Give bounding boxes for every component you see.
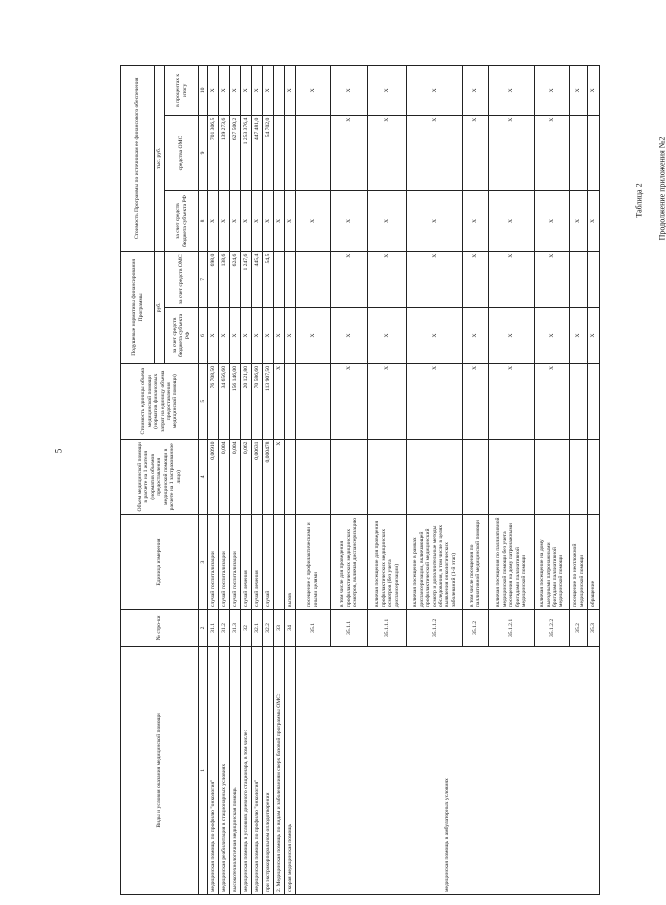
cell-c9: X — [488, 115, 534, 191]
col-group-per-capita — [121, 251, 155, 363]
col-number: 7 — [199, 251, 208, 307]
cell-c9: 701 306,5 — [208, 115, 219, 191]
cell-c3: случай госпитализации — [219, 515, 230, 610]
cell-c7: 624,6 — [230, 251, 241, 307]
cell-c4 — [367, 439, 406, 515]
table-row — [230, 66, 241, 895]
cell-c10: X — [330, 66, 367, 116]
cell-c7: X — [463, 251, 489, 307]
cell-c4 — [463, 439, 489, 515]
cell-c5: X — [330, 363, 367, 439]
cell-c5: 113 907,50 — [263, 363, 274, 439]
cell-c9: X — [407, 115, 463, 191]
col-number: 2 — [199, 610, 208, 647]
cell-c3: случай госпитализации — [208, 515, 219, 610]
cell-c3: вызов — [284, 515, 295, 610]
cell-c4: 0,062 — [241, 439, 252, 515]
cell-c10: X — [241, 66, 252, 116]
cell-c8: X — [219, 191, 230, 251]
cell-c9: X — [463, 115, 489, 191]
cell-c5: X — [274, 363, 285, 439]
cell-c3: случай госпитализации — [230, 515, 241, 610]
cell-c6: X — [208, 307, 219, 363]
cell-c2: 35.1.1.1 — [367, 610, 406, 647]
cell-c3: в том числе посещения по паллиативной медицинской помощи — [463, 515, 489, 610]
cell-c2: 35.1.2.2 — [535, 610, 570, 647]
cell-c10: X — [569, 66, 587, 116]
table-row — [241, 66, 252, 895]
cell-c9: X — [535, 115, 570, 191]
col-number: 9 — [199, 115, 208, 191]
cell-c8: X — [588, 191, 600, 251]
col-header-cost-oms: средства ОМС — [165, 115, 199, 191]
cell-c6: X — [295, 307, 330, 363]
table-row — [252, 66, 263, 895]
cell-c3: включая посещение для проведения профилактических медицинских осмотров (без учета диспансеризации) — [367, 515, 406, 610]
table-row — [219, 66, 230, 895]
cell-c9 — [569, 115, 587, 191]
cell-c6: X — [252, 307, 263, 363]
cell-c4: X — [274, 439, 285, 515]
per-capita-unit: руб. — [155, 251, 165, 363]
cell-c10: X — [295, 66, 330, 116]
cell-c9 — [295, 115, 330, 191]
cell-c5: X — [488, 363, 534, 439]
cell-c5 — [295, 363, 330, 439]
cell-c2: 34 — [284, 610, 295, 647]
cell-c5: 20 121,80 — [241, 363, 252, 439]
col-header-volume: Объем медицинской помощи в расчете на 1 жителя (норматив объемов предоставления медицинской помощи в расчете на 1 застрахованное лицо) — [121, 439, 199, 515]
cell-c4: 0,004 — [219, 439, 230, 515]
cell-c3: включая посещение в рамках диспансеризации, включающей профилактический медицинский осмотр и дополнительные методы обследования, в том числе в целях выявления онкологических заболеваний (1-й этап) — [407, 515, 463, 610]
cell-c9: X — [367, 115, 406, 191]
cell-c3: посещение с профилактическими и иными целями — [295, 515, 330, 610]
cell-c6: X — [367, 307, 406, 363]
cell-c2: 35.3 — [588, 610, 600, 647]
cell-c2: 32 — [241, 610, 252, 647]
cell-c6: X — [263, 307, 274, 363]
cell-c10: X — [230, 66, 241, 116]
cell-c2: 35.2 — [569, 610, 587, 647]
cell-c5 — [588, 363, 600, 439]
cell-c4: 0,00910 — [208, 439, 219, 515]
col-header-norm-oms: за счет средств ОМС — [165, 251, 199, 307]
cell-c2: 32.2 — [263, 610, 274, 647]
cell-c8: X — [367, 191, 406, 251]
col-header-norm-budget: за счет средств бюджета субъекта РФ — [165, 307, 199, 363]
cell-c10: X — [367, 66, 406, 116]
cell-c4: 0,004 — [230, 439, 241, 515]
cell-c2: 31.2 — [219, 610, 230, 647]
cell-c9 — [274, 115, 285, 191]
cell-kind: при экстракорпоральном оплодотворении — [263, 646, 274, 894]
cell-c10: X — [263, 66, 274, 116]
cell-c6: X — [230, 307, 241, 363]
col-number: 3 — [199, 515, 208, 610]
col-header-percent: в процентах к итогу — [165, 66, 199, 116]
cell-c2: 32.1 — [252, 610, 263, 647]
col-number: 1 — [199, 646, 208, 894]
cell-c8: X — [284, 191, 295, 251]
cell-c3: случай — [263, 515, 274, 610]
cell-c6: X — [535, 307, 570, 363]
cell-c4 — [535, 439, 570, 515]
cell-c9: 1 253 376,4 — [241, 115, 252, 191]
cell-c5: 76 708,50 — [208, 363, 219, 439]
cell-c9: 447 481,0 — [252, 115, 263, 191]
cell-c9: 139 273,6 — [219, 115, 230, 191]
col-group-program-cost — [121, 66, 155, 252]
cell-kind: скорая медицинская помощь — [284, 646, 295, 894]
cell-c2: 35.1.2 — [463, 610, 489, 647]
cell-c6: X — [569, 307, 587, 363]
cell-c8: X — [535, 191, 570, 251]
cell-c6: X — [488, 307, 534, 363]
cell-c10: X — [284, 66, 295, 116]
table-row — [208, 66, 219, 895]
cell-c7: X — [367, 251, 406, 307]
col-number: 6 — [199, 307, 208, 363]
cell-c3: включая посещения по паллиативной медицинской помощи без учета посещения на дому патронажными бригадами паллиативной медицинской помощи — [488, 515, 534, 610]
col-number: 4 — [199, 439, 208, 515]
cell-c7: X — [330, 251, 367, 307]
cell-c6: X — [588, 307, 600, 363]
col-header-unit: Единица измерения — [121, 515, 199, 610]
cell-c10: X — [208, 66, 219, 116]
cell-c8: X — [569, 191, 587, 251]
cell-c3: обращение — [588, 515, 600, 610]
cell-c7: X — [407, 251, 463, 307]
col-header-row-number: № стро-ки — [121, 610, 199, 647]
cell-c3: включая посещение на дому выездными патронажными бригадами паллиативной медицинской помощи — [535, 515, 570, 610]
cell-c10: X — [535, 66, 570, 116]
cell-c5 — [569, 363, 587, 439]
cell-c2: 31.3 — [230, 610, 241, 647]
cell-kind: медицинская реабилитация в стационарных условиях — [219, 646, 230, 894]
cell-c10: X — [488, 66, 534, 116]
cell-c9: 54 702,0 — [263, 115, 274, 191]
cell-c3: случай лечения — [252, 515, 263, 610]
cell-c8: X — [263, 191, 274, 251]
per-capita-title: Подушевые нормативы финансирования Программы — [131, 258, 144, 356]
cell-c3: посещение по неотложной медицинской помощи — [569, 515, 587, 610]
cell-c8: X — [252, 191, 263, 251]
cell-c4 — [569, 439, 587, 515]
cell-c7: X — [535, 251, 570, 307]
cell-c7: 445,4 — [252, 251, 263, 307]
cell-c8: X — [208, 191, 219, 251]
cell-c3: в том числе для проведения профилактических медицинских осмотров, включая диспансеризацию — [330, 515, 367, 610]
table-label: Таблица 2 — [634, 183, 644, 218]
cell-c6: X — [274, 307, 285, 363]
col-number: 5 — [199, 363, 208, 439]
cell-c4 — [295, 439, 330, 515]
cell-c6: X — [241, 307, 252, 363]
cell-kind: высокотехнологичная медицинская помощь — [230, 646, 241, 894]
cell-c7: 54,5 — [263, 251, 274, 307]
cell-c8: X — [230, 191, 241, 251]
col-header-unit-cost: Стоимость единицы объема медицинской помощи (норматив финансовых затрат на единицу объема предоставления медицинской помощи) — [121, 363, 199, 439]
col-number: 8 — [199, 191, 208, 251]
cell-c10 — [274, 66, 285, 116]
financing-table — [120, 65, 600, 895]
cell-c7: 138,6 — [219, 251, 230, 307]
cell-c10: X — [219, 66, 230, 116]
table-row — [284, 66, 295, 895]
cell-c7 — [274, 251, 285, 307]
cell-c7 — [284, 251, 295, 307]
cell-c3 — [274, 515, 285, 610]
cell-c5: 156 146,00 — [230, 363, 241, 439]
cell-c8: X — [274, 191, 285, 251]
program-cost-unit: тыс. руб. — [155, 66, 165, 252]
cell-c4: 0,00631 — [252, 439, 263, 515]
cell-c5: X — [463, 363, 489, 439]
cell-c2: 31.1 — [208, 610, 219, 647]
cell-c9: X — [330, 115, 367, 191]
col-number: 10 — [199, 66, 208, 116]
cell-c9: 627 500,2 — [230, 115, 241, 191]
cell-c4 — [407, 439, 463, 515]
cell-c6: X — [219, 307, 230, 363]
cell-kind: медицинская помощь в амбулаторных условиях — [295, 646, 599, 894]
cell-kind: медицинская помощь в условиях дневного стационара, в том числе: — [241, 646, 252, 894]
cell-c8: X — [330, 191, 367, 251]
cell-c6: X — [330, 307, 367, 363]
cell-c5: X — [407, 363, 463, 439]
cell-c5: X — [367, 363, 406, 439]
page-number: 5 — [53, 448, 64, 454]
cell-c2: 35.1.1.2 — [407, 610, 463, 647]
cell-c5: 70 586,60 — [252, 363, 263, 439]
cell-c8: X — [463, 191, 489, 251]
table-row — [295, 66, 330, 895]
cell-c4: 0,000478 — [263, 439, 274, 515]
table-row — [263, 66, 274, 895]
cell-c6: X — [284, 307, 295, 363]
table-row — [274, 66, 285, 895]
cell-c7: 698,0 — [208, 251, 219, 307]
cell-c4 — [488, 439, 534, 515]
cell-kind: 2. Медицинская помощь по видам и заболеваниям сверх базовой программы ОМС: — [274, 646, 285, 894]
cell-c10: X — [588, 66, 600, 116]
cell-c2: 35.1 — [295, 610, 330, 647]
cell-c2: 35.1.1 — [330, 610, 367, 647]
cell-c7: 1 247,6 — [241, 251, 252, 307]
cell-c8: X — [241, 191, 252, 251]
document-title: Продолжение приложения №2 — [657, 136, 666, 241]
cell-c7 — [569, 251, 587, 307]
cell-c8: X — [407, 191, 463, 251]
cell-c2: 33 — [274, 610, 285, 647]
cell-c4 — [588, 439, 600, 515]
col-header-cost-budget: за счет средств бюджета субъекта РФ — [165, 191, 199, 251]
cell-c10: X — [407, 66, 463, 116]
cell-c7 — [588, 251, 600, 307]
cell-c3: случай лечения — [241, 515, 252, 610]
cell-c10: X — [252, 66, 263, 116]
cell-c2: 35.1.2.1 — [488, 610, 534, 647]
cell-c5: X — [535, 363, 570, 439]
table-body — [208, 66, 600, 895]
cell-c4 — [284, 439, 295, 515]
cell-c7 — [295, 251, 330, 307]
cell-kind: медицинская помощь по профилю "онкология" — [252, 646, 263, 894]
cell-c6: X — [463, 307, 489, 363]
cell-c5: 34 656,60 — [219, 363, 230, 439]
cell-c5 — [284, 363, 295, 439]
cell-c4 — [330, 439, 367, 515]
cell-c8: X — [488, 191, 534, 251]
column-number-row — [199, 66, 208, 895]
cell-c9 — [284, 115, 295, 191]
cell-c6: X — [407, 307, 463, 363]
cell-c9 — [588, 115, 600, 191]
rotated-table-container — [120, 65, 600, 895]
program-cost-title: Стоимость Программы по источникам ее финансового обеспечения — [134, 77, 141, 240]
cell-c8: X — [295, 191, 330, 251]
col-header-kind: Виды и условия оказания медицинской помощи — [121, 646, 199, 894]
cell-c7: X — [488, 251, 534, 307]
cell-c10: X — [463, 66, 489, 116]
cell-kind: медицинская помощь по профилю "онкология" — [208, 646, 219, 894]
